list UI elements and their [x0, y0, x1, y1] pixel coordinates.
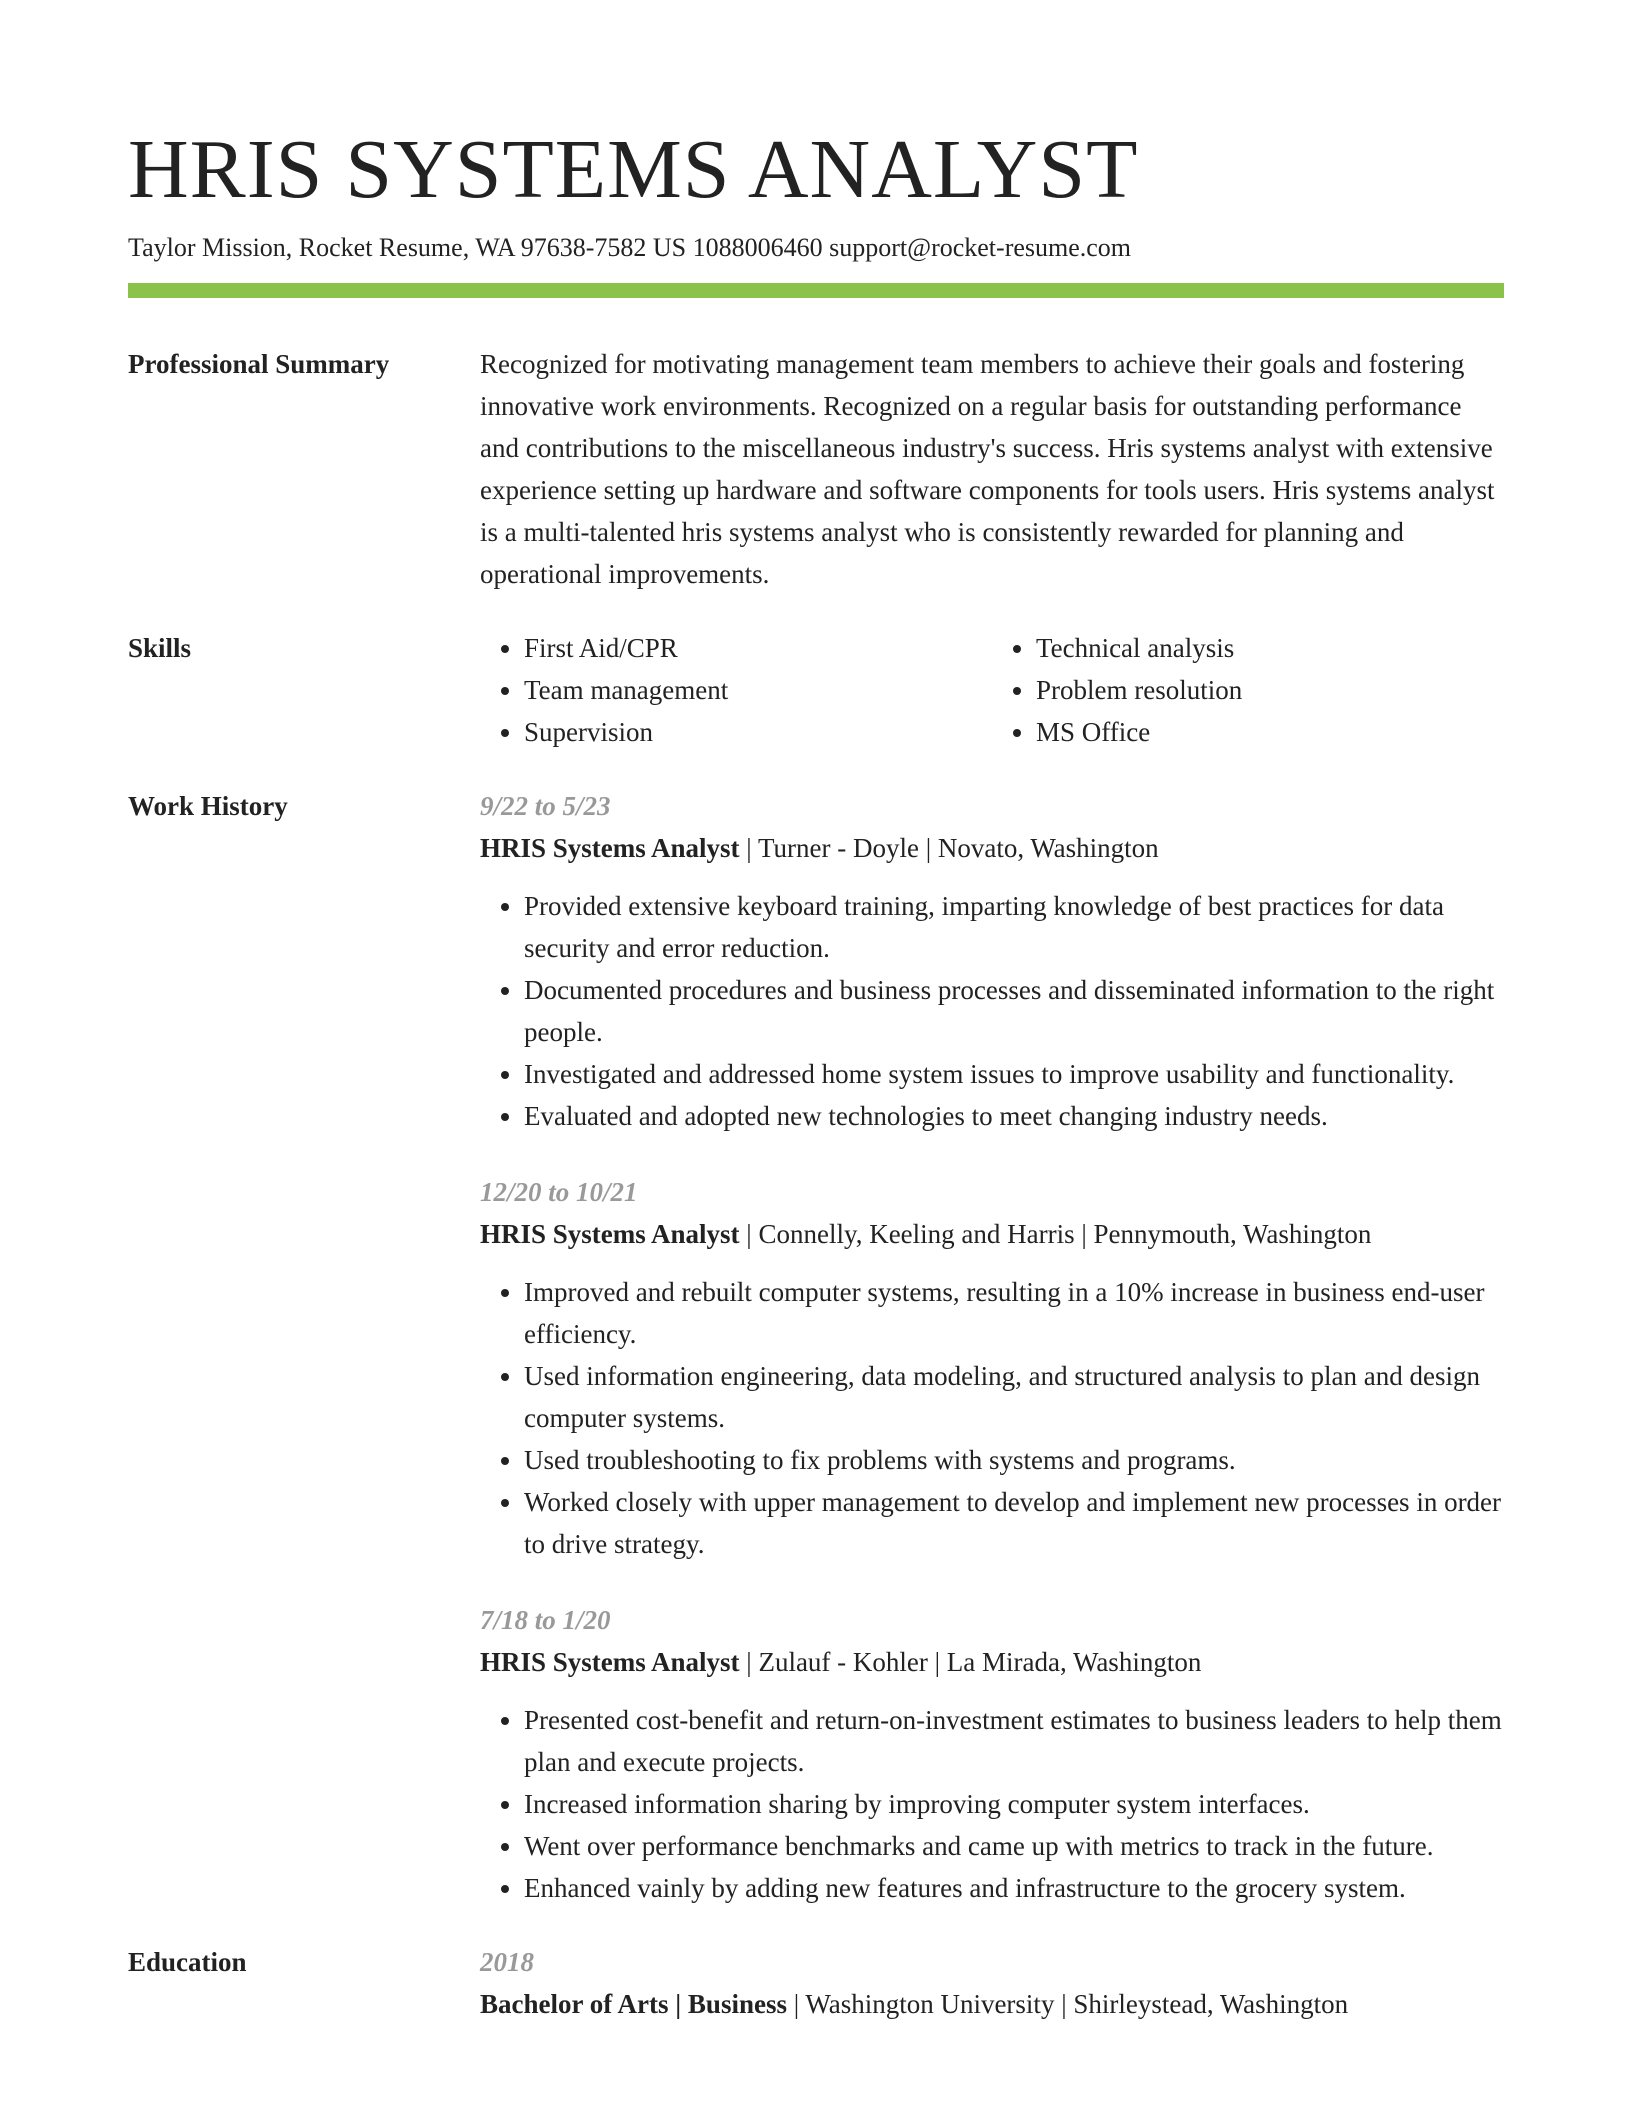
job-role: HRIS Systems Analyst	[480, 1647, 740, 1677]
resume-page	[128, 120, 1504, 2025]
job-bullet: • Increased information sharing by improving computer system interfaces.	[524, 1783, 1504, 1825]
job-role: HRIS Systems Analyst	[480, 1219, 740, 1249]
contact-line: Taylor Mission, Rocket Resume, WA 97638-7582 US 1088006460 support@rocket-resume.com	[128, 233, 1132, 262]
job-dates: 12/20 to 10/21	[480, 1177, 638, 1207]
job-details: | Zulauf - Kohler | La Mirada, Washington	[739, 1647, 1202, 1677]
skill-item: • Supervision	[524, 711, 992, 753]
work-history-label: Work History	[128, 791, 288, 821]
summary-section	[128, 343, 1504, 595]
education-section	[128, 1941, 1504, 2025]
job-bullet: • Used troubleshooting to fix problems with systems and programs.	[524, 1439, 1504, 1481]
skill-item: • Problem resolution	[1036, 669, 1504, 711]
skills-section	[128, 627, 1504, 753]
job-bullet: • Went over performance benchmarks and came up with metrics to track in the future.	[524, 1825, 1504, 1867]
job-bullet: • Improved and rebuilt computer systems, resulting in a 10% increase in business end-user efficiency.	[524, 1271, 1504, 1355]
page-title: HRIS SYSTEMS ANALYST	[128, 123, 1139, 216]
skill-item: • Technical analysis	[1036, 627, 1504, 669]
job-title-line	[480, 827, 1504, 869]
job-bullet: • Enhanced vainly by adding new features and infrastructure to the grocery system.	[524, 1867, 1504, 1909]
skills-label: Skills	[128, 633, 192, 663]
job-bullets	[480, 885, 1504, 1137]
education-label: Education	[128, 1947, 247, 1977]
skill-item: • Team management	[524, 669, 992, 711]
job-details: | Turner - Doyle | Novato, Washington	[739, 833, 1159, 863]
education-details: | Washington University | Shirleystead, Washington	[786, 1989, 1349, 2019]
job-bullets	[480, 1699, 1504, 1909]
work-history-list	[480, 785, 1504, 1909]
job-details: | Connelly, Keeling and Harris | Pennymouth, Washington	[739, 1219, 1372, 1249]
job-bullet: • Provided extensive keyboard training, imparting knowledge of best practices for data security and error reduction.	[524, 885, 1504, 969]
job-title-line	[480, 1213, 1504, 1255]
job-bullet: • Investigated and addressed home system issues to improve usability and functionality.	[524, 1053, 1504, 1095]
job-bullet: • Evaluated and adopted new technologies to meet changing industry needs.	[524, 1095, 1504, 1137]
education-line	[480, 1983, 1504, 2025]
skills-right-column	[992, 627, 1504, 753]
job-bullet: • Presented cost-benefit and return-on-investment estimates to business leaders to help them plan and execute projects.	[524, 1699, 1504, 1783]
job-bullets	[480, 1271, 1504, 1565]
job-entry	[480, 1171, 1504, 1565]
skill-item: • First Aid/CPR	[524, 627, 992, 669]
summary-label: Professional Summary	[128, 349, 390, 379]
skills-left-column	[480, 627, 992, 753]
skill-item: • MS Office	[1036, 711, 1504, 753]
job-entry	[480, 1599, 1504, 1909]
job-dates: 7/18 to 1/20	[480, 1605, 611, 1635]
job-title-line	[480, 1641, 1504, 1683]
job-entry	[480, 785, 1504, 1137]
job-role: HRIS Systems Analyst	[480, 833, 740, 863]
job-bullet: • Worked closely with upper management to develop and implement new processes in order to drive strategy.	[524, 1481, 1504, 1565]
education-entry	[480, 1941, 1504, 2025]
education-date: 2018	[480, 1947, 534, 1977]
job-bullet: • Documented procedures and business processes and disseminated information to the right people.	[524, 969, 1504, 1053]
header-divider	[128, 283, 1504, 298]
summary-text: Recognized for motivating management team members to achieve their goals and fostering innovative work environments. Recognized on a regular basis for outstanding performance and contributions to the miscellaneous industry's success. Hris systems analyst with extensive experience setting up hardware and software components for tools users. Hris systems analyst is a multi-talented hris systems analyst who is consistently rewarded for planning and operational improvements.	[480, 349, 1495, 589]
job-dates: 9/22 to 5/23	[480, 791, 611, 821]
education-degree: Bachelor of Arts | Business	[480, 1989, 787, 2019]
job-bullet: • Used information engineering, data modeling, and structured analysis to plan and design computer systems.	[524, 1355, 1504, 1439]
work-history-section	[128, 785, 1504, 1909]
skills-list	[480, 627, 1504, 753]
